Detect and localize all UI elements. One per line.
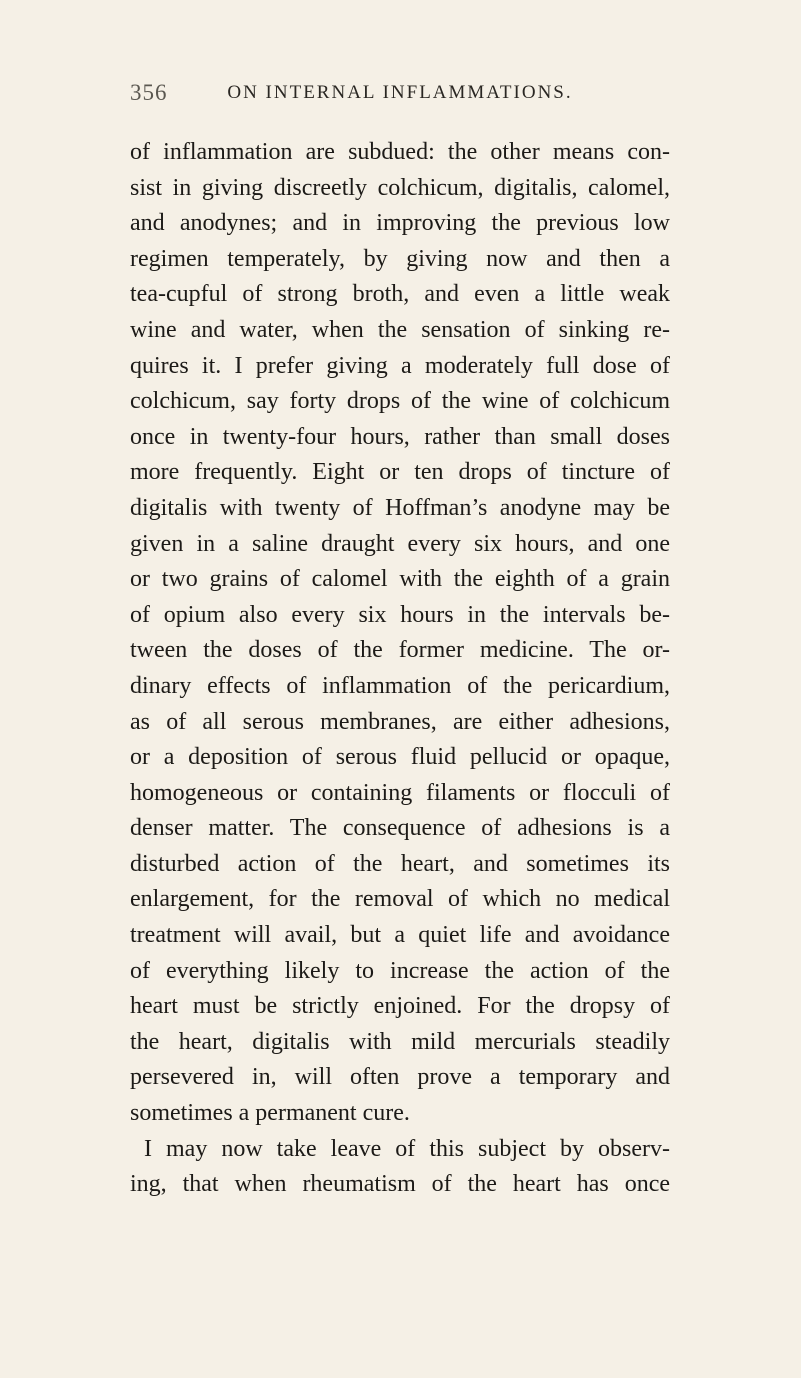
text-line: wine and water, when the sensation of sinking re- <box>130 316 670 343</box>
text-line: homogeneous or containing filaments or flocculi of <box>130 779 670 806</box>
text-line: the heart, digitalis with mild mercurials steadily <box>130 1028 670 1055</box>
text-line: quires it. I prefer giving a moderately full dose of <box>130 352 670 379</box>
text-line: persevered in, will often prove a temporary and <box>130 1064 670 1091</box>
text-line: heart must be strictly enjoined. For the dropsy of <box>130 993 670 1020</box>
text-line: or two grains of calomel with the eighth of a grain <box>130 566 670 593</box>
text-line: or a deposition of serous fluid pellucid or opaque, <box>130 744 670 771</box>
text-line: ing, that when rheumatism of the heart has once <box>130 1171 670 1198</box>
text-line: dinary effects of inflammation of the pericardium, <box>130 672 670 699</box>
text-line: more frequently. Eight or ten drops of tincture of <box>130 459 670 486</box>
text-line: of inflammation are subdued: the other means con- <box>130 139 670 165</box>
text-line: enlargement, for the removal of which no medical <box>130 886 670 913</box>
text-line: colchicum, say forty drops of the wine of colchicum <box>130 388 670 415</box>
running-head: ON INTERNAL INFLAMMATIONS. <box>227 82 573 103</box>
text-line: given in a saline draught every six hours, and one <box>130 530 670 557</box>
page-header <box>130 80 670 110</box>
text-line: and anodynes; and in improving the previous low <box>130 210 670 237</box>
text-line: sometimes a permanent cure. <box>130 1100 410 1127</box>
text-line: sist in giving discreetly colchicum, digitalis, calomel, <box>130 174 670 201</box>
text-line: tween the doses of the former medicine. The or- <box>130 637 670 664</box>
text-line: of opium also every six hours in the intervals be- <box>130 601 670 628</box>
text-line: digitalis with twenty of Hoffman’s anodyne may be <box>130 494 670 521</box>
page-number: 356 <box>130 80 168 105</box>
text-line: treatment will avail, but a quiet life and avoidance <box>130 922 670 949</box>
text-line: I may now take leave of this subject by observ- <box>144 1135 670 1162</box>
text-line: as of all serous membranes, are either adhesions, <box>130 708 670 735</box>
text-line: disturbed action of the heart, and sometimes its <box>130 850 670 877</box>
text-line: denser matter. The consequence of adhesions is a <box>130 815 670 842</box>
text-line: of everything likely to increase the action of the <box>130 957 670 984</box>
text-line: once in twenty-four hours, rather than small doses <box>130 423 670 450</box>
text-line: tea-cupful of strong broth, and even a little weak <box>130 281 670 308</box>
body-text <box>130 135 670 1203</box>
text-line: regimen temperately, by giving now and then a <box>130 245 670 272</box>
